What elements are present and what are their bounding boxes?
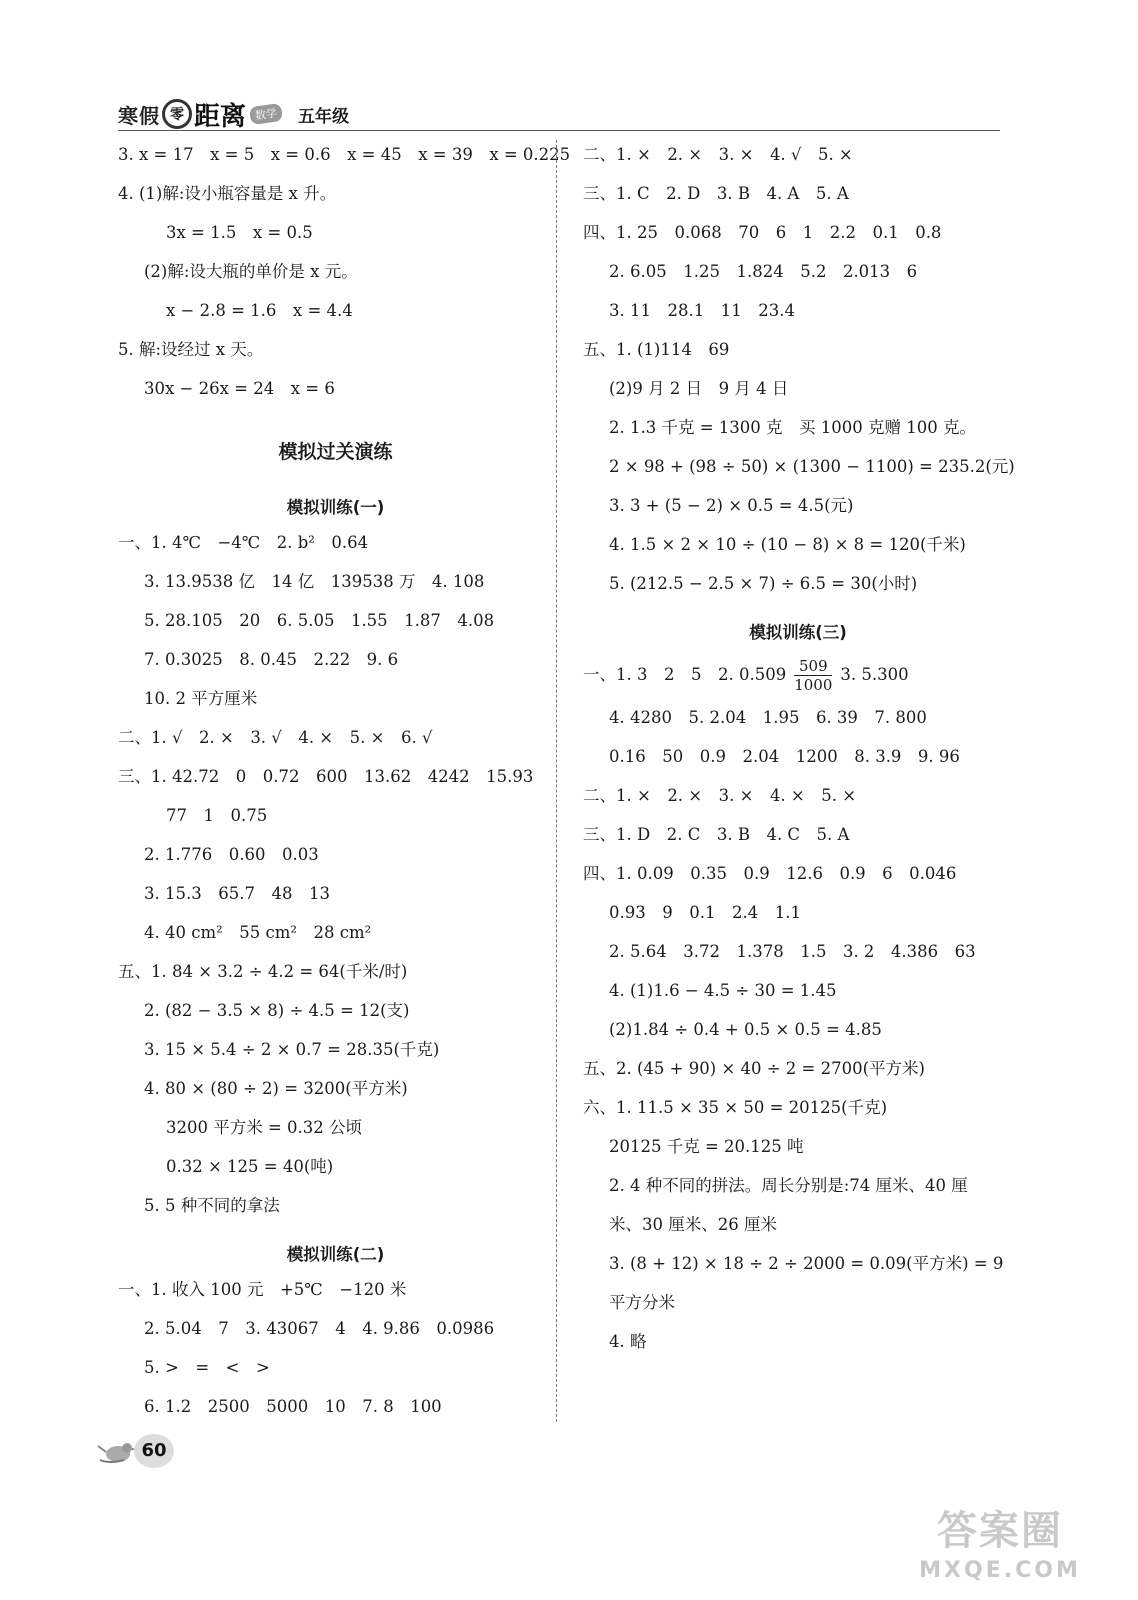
answer-line xyxy=(118,957,553,996)
answer-line xyxy=(118,645,553,684)
answer-text: 0.16 50 0.9 2.04 1200 8. 3.9 9. 96 xyxy=(609,747,960,766)
answer-line xyxy=(583,820,1013,859)
subsection-title xyxy=(118,1230,553,1275)
answer-text: 4. 1.5 × 2 × 10 ÷ (10 − 8) × 8 = 120(千米) xyxy=(609,535,966,554)
answer-text: 五、1. 84 × 3.2 ÷ 4.2 = 64(千米/时) xyxy=(118,962,408,981)
answer-line xyxy=(118,684,553,723)
answer-line xyxy=(118,179,553,218)
fraction-denominator: 1000 xyxy=(794,676,833,694)
answer-line xyxy=(583,1288,1013,1327)
answer-line xyxy=(583,703,1013,742)
answer-line xyxy=(583,1054,1013,1093)
watermark-title: 答案圈 xyxy=(937,1508,1063,1554)
page-number-badge xyxy=(96,1434,206,1470)
answer-text: 4. 略 xyxy=(609,1332,647,1351)
answer-text: 0.32 × 125 = 40(吨) xyxy=(166,1157,334,1176)
answer-line xyxy=(118,1074,553,1113)
answer-line xyxy=(118,335,553,374)
fraction-numerator: 509 xyxy=(794,657,832,676)
answer-text: 6. 1.2 2500 5000 10 7. 8 100 xyxy=(144,1397,442,1416)
answer-line xyxy=(118,762,553,801)
answer-text: 三、1. D 2. C 3. B 4. C 5. A xyxy=(583,825,850,844)
answer-line xyxy=(118,257,553,296)
answer-text: 三、1. C 2. D 3. B 4. A 5. A xyxy=(583,184,849,203)
answer-line xyxy=(118,1353,553,1392)
bird-icon xyxy=(96,1438,136,1466)
answer-line xyxy=(118,1275,553,1314)
answer-line xyxy=(583,1327,1013,1366)
answer-text: 二、1. √ 2. × 3. √ 4. × 5. × 6. √ xyxy=(118,728,433,747)
book-logo xyxy=(118,100,350,132)
answer-line xyxy=(583,296,1013,335)
answer-text: 2 × 98 + (98 ÷ 50) × (1300 − 1100) = 235.2(元) xyxy=(609,457,1015,476)
logo-zero-circle: 零 xyxy=(162,99,192,129)
answer-line xyxy=(118,1191,553,1230)
answer-text-after: 3. 5.300 xyxy=(840,665,909,684)
answer-text: 30x − 26x = 24 x = 6 xyxy=(144,379,335,398)
answer-line xyxy=(583,413,1013,452)
answer-text: 2. 4 种不同的拼法。周长分别是:74 厘米、40 厘 xyxy=(609,1176,968,1195)
answer-line xyxy=(118,879,553,918)
answer-line xyxy=(583,653,1013,703)
answer-text: 一、1. 3 2 5 2. 0.509 xyxy=(583,665,787,684)
answer-line xyxy=(583,976,1013,1015)
fraction xyxy=(794,657,832,694)
answer-line xyxy=(583,530,1013,569)
answer-text: 模拟训练(三) xyxy=(749,623,847,642)
answer-line xyxy=(583,1249,1013,1288)
answer-text: 3. 3 + (5 − 2) × 0.5 = 4.5(元) xyxy=(609,496,854,515)
grade-label: 五年级 xyxy=(298,106,350,127)
answer-line xyxy=(583,491,1013,530)
answer-text: 3. 15.3 65.7 48 13 xyxy=(144,884,330,903)
answer-line xyxy=(118,218,553,257)
answer-text: x − 2.8 = 1.6 x = 4.4 xyxy=(166,301,353,320)
answer-text: 四、1. 0.09 0.35 0.9 12.6 0.9 6 0.046 xyxy=(583,864,957,883)
answer-line xyxy=(118,1113,553,1152)
answer-text: 一、1. 4℃ −4℃ 2. b² 0.64 xyxy=(118,533,369,552)
left-column xyxy=(118,140,571,1431)
answer-text: 3200 平方米 = 0.32 公顷 xyxy=(166,1118,363,1137)
subsection-title xyxy=(583,608,1013,653)
answer-line xyxy=(118,1152,553,1191)
site-watermark xyxy=(880,1505,1120,1595)
answer-text: 3. x = 17 x = 5 x = 0.6 x = 45 x = 39 x = 0.225 xyxy=(118,145,571,164)
answer-line xyxy=(583,898,1013,937)
right-column xyxy=(583,140,1013,1366)
answer-line xyxy=(118,918,553,957)
answer-line xyxy=(118,606,553,645)
answer-text: 六、1. 11.5 × 35 × 50 = 20125(千克) xyxy=(583,1098,888,1117)
answer-text: 3x = 1.5 x = 0.5 xyxy=(166,223,313,242)
answer-text: 3. 13.9538 亿 14 亿 139538 万 4. 108 xyxy=(144,572,485,591)
answer-line xyxy=(118,840,553,879)
answer-text: 一、1. 收入 100 元 +5℃ −120 米 xyxy=(118,1280,407,1299)
answer-text: 10. 2 平方厘米 xyxy=(144,689,258,708)
answer-text: 4. 40 cm² 55 cm² 28 cm² xyxy=(144,923,372,942)
answer-text: 2. 6.05 1.25 1.824 5.2 2.013 6 xyxy=(609,262,918,281)
logo-subject-tag: 数学 xyxy=(249,103,283,125)
answer-line xyxy=(583,140,1013,179)
answer-line xyxy=(118,567,553,606)
answer-text: 平方分米 xyxy=(609,1293,675,1312)
answer-line xyxy=(583,179,1013,218)
logo-text-1: 寒假 xyxy=(118,103,160,128)
page-number: 60 xyxy=(134,1434,174,1468)
answer-text: 五、1. (1)114 69 xyxy=(583,340,730,359)
answer-text: 5. 解:设经过 x 天。 xyxy=(118,340,264,359)
answer-line xyxy=(583,1093,1013,1132)
answer-line xyxy=(118,801,553,840)
subsection-title xyxy=(118,483,553,528)
answer-line xyxy=(118,296,553,335)
answer-text: 四、1. 25 0.068 70 6 1 2.2 0.1 0.8 xyxy=(583,223,942,242)
page-header xyxy=(118,98,1000,131)
answer-line xyxy=(118,140,571,179)
answer-line xyxy=(583,1132,1013,1171)
answer-text: 2. 1.3 千克 = 1300 克 买 1000 克赠 100 克。 xyxy=(609,418,976,437)
answer-line xyxy=(583,569,1013,608)
answer-text: 五、2. (45 + 90) × 40 ÷ 2 = 2700(平方米) xyxy=(583,1059,925,1078)
answer-text: 二、1. × 2. × 3. × 4. √ 5. × xyxy=(583,145,853,164)
logo-text-2: 距离 xyxy=(194,101,247,132)
section-title xyxy=(118,413,553,483)
answer-text: 4. (1)解:设小瓶容量是 x 升。 xyxy=(118,184,337,203)
answer-text: 5. (212.5 − 2.5 × 7) ÷ 6.5 = 30(小时) xyxy=(609,574,918,593)
answer-text: 3. (8 + 12) × 18 ÷ 2 ÷ 2000 = 0.09(平方米) = 9 xyxy=(609,1254,1004,1273)
answer-text: 2. 5.04 7 3. 43067 4 4. 9.86 0.0986 xyxy=(144,1319,495,1338)
answer-text: 20125 千克 = 20.125 吨 xyxy=(609,1137,804,1156)
answer-line xyxy=(118,374,553,413)
answer-line xyxy=(118,1314,553,1353)
answer-text: 2. (82 − 3.5 × 8) ÷ 4.5 = 12(支) xyxy=(144,1001,410,1020)
answer-line xyxy=(583,937,1013,976)
answer-line xyxy=(583,452,1013,491)
answer-line xyxy=(118,1392,553,1431)
answer-text: (2)1.84 ÷ 0.4 + 0.5 × 0.5 = 4.85 xyxy=(609,1020,882,1039)
answer-text: 2. 5.64 3.72 1.378 1.5 3. 2 4.386 63 xyxy=(609,942,976,961)
answer-text: 模拟过关演练 xyxy=(278,441,393,463)
answer-text: 4. 4280 5. 2.04 1.95 6. 39 7. 800 xyxy=(609,708,927,727)
answer-text: 4. 80 × (80 ÷ 2) = 3200(平方米) xyxy=(144,1079,408,1098)
answer-line xyxy=(583,1015,1013,1054)
answer-text: 3. 15 × 5.4 ÷ 2 × 0.7 = 28.35(千克) xyxy=(144,1040,440,1059)
answer-text: 三、1. 42.72 0 0.72 600 13.62 4242 15.93 xyxy=(118,767,534,786)
answer-text: 二、1. × 2. × 3. × 4. × 5. × xyxy=(583,786,857,805)
answer-text: 5. > = < > xyxy=(144,1358,270,1377)
answer-line xyxy=(118,1035,553,1074)
answer-line xyxy=(583,742,1013,781)
answer-text: 5. 5 种不同的拿法 xyxy=(144,1196,280,1215)
answer-line xyxy=(583,1210,1013,1249)
answer-line xyxy=(583,374,1013,413)
answer-line xyxy=(583,335,1013,374)
answer-text: 0.93 9 0.1 2.4 1.1 xyxy=(609,903,801,922)
answer-text: 模拟训练(二) xyxy=(286,1245,385,1264)
answer-line xyxy=(583,218,1013,257)
watermark-url: MXQE.COM xyxy=(919,1558,1081,1583)
answer-line xyxy=(583,257,1013,296)
answer-line xyxy=(583,859,1013,898)
answer-line xyxy=(118,996,553,1035)
answer-text: 77 1 0.75 xyxy=(166,806,268,825)
answer-text: (2)解:设大瓶的单价是 x 元。 xyxy=(144,262,358,281)
answer-line xyxy=(583,781,1013,820)
answer-line xyxy=(118,528,553,567)
answer-text: 7. 0.3025 8. 0.45 2.22 9. 6 xyxy=(144,650,399,669)
column-divider xyxy=(556,140,557,1422)
answer-text: (2)9 月 2 日 9 月 4 日 xyxy=(609,379,789,398)
answer-text: 4. (1)1.6 − 4.5 ÷ 30 = 1.45 xyxy=(609,981,837,1000)
answer-text: 2. 1.776 0.60 0.03 xyxy=(144,845,319,864)
answer-line xyxy=(583,1171,1013,1210)
answer-text: 5. 28.105 20 6. 5.05 1.55 1.87 4.08 xyxy=(144,611,495,630)
answer-text: 模拟训练(一) xyxy=(286,498,385,517)
answer-text: 3. 11 28.1 11 23.4 xyxy=(609,301,795,320)
answer-line xyxy=(118,723,553,762)
answer-text: 米、30 厘米、26 厘米 xyxy=(609,1215,777,1234)
